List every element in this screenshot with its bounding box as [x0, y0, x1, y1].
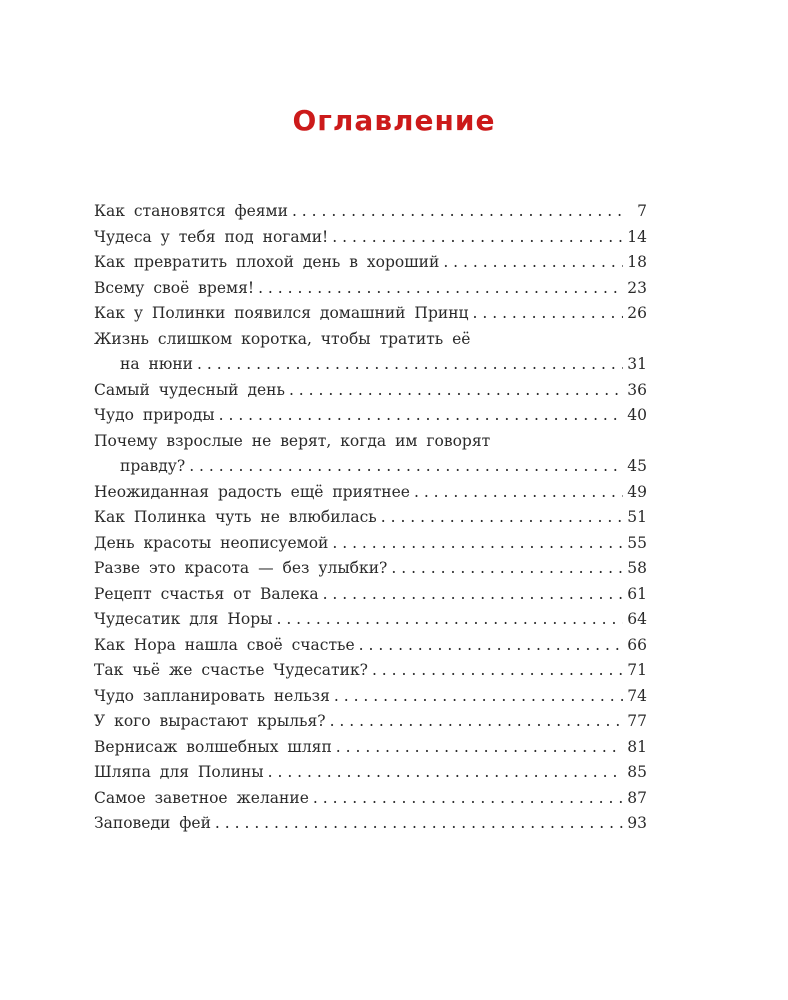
toc-entry[interactable] [94, 760, 647, 786]
dot-leader [258, 276, 623, 302]
toc-page-number: 66 [627, 635, 647, 654]
dot-leader [313, 786, 623, 812]
dot-leader [391, 556, 623, 582]
toc-entry-title: Чудесатик для Норы [94, 610, 273, 628]
toc-entry[interactable] [94, 556, 647, 582]
toc-entry-title: День красоты неописуемой [94, 533, 329, 552]
toc-entry-title: Неожиданная радость ещё приятнее [94, 482, 410, 501]
toc-entry-title: Почему взрослые не верят, когда им говорят [94, 431, 491, 450]
toc-entry-title: Рецепт счастья от Валека [94, 584, 319, 603]
dot-leader [381, 505, 624, 531]
toc-page-number: 26 [627, 304, 647, 322]
dot-leader [332, 531, 623, 557]
dot-leader [323, 582, 624, 608]
toc-entry-title: Как превратить плохой день в хороший [94, 253, 440, 271]
toc-entry[interactable] [94, 811, 647, 837]
dot-leader [197, 352, 623, 378]
toc-entry-title: Как у Полинки появился домашний Принц [94, 304, 469, 322]
dot-leader [372, 658, 623, 684]
toc-entry[interactable] [94, 378, 647, 404]
page-title: Оглавление [292, 104, 496, 137]
toc-entry[interactable] [94, 658, 647, 684]
dot-leader [292, 199, 625, 225]
dot-leader [332, 225, 623, 251]
toc-page-number: 58 [627, 559, 647, 577]
dot-leader [414, 480, 623, 506]
toc-page-number: 93 [627, 814, 647, 832]
toc-page-number: 51 [627, 508, 647, 526]
toc-entry-title: У кого вырастают крылья? [94, 712, 326, 730]
toc-page-number: 81 [627, 737, 647, 756]
dot-leader [268, 760, 624, 786]
toc-entry[interactable] [94, 633, 647, 659]
toc-entry-title: Самый чудесный день [94, 380, 285, 399]
toc-entry[interactable] [94, 225, 647, 251]
toc-entry-title: Самое заветное желание [94, 788, 309, 807]
dot-leader [334, 684, 623, 710]
dot-leader [215, 811, 623, 837]
toc-entry[interactable] [94, 531, 647, 557]
toc-entry-title: Чудо природы [94, 406, 215, 424]
toc-page-number: 77 [627, 712, 647, 730]
toc-entry[interactable] [94, 301, 647, 327]
toc-page-number: 87 [627, 788, 647, 807]
dot-leader [189, 454, 623, 480]
toc-entry-title: Всему своё время! [94, 278, 255, 297]
toc-entry[interactable] [94, 735, 647, 761]
dot-leader [443, 250, 623, 276]
toc-entry[interactable] [94, 607, 647, 633]
toc-page-number: 85 [627, 763, 647, 781]
toc-entry-title: Чудо запланировать нельзя [94, 686, 330, 705]
dot-leader [276, 607, 623, 633]
toc-page-number: 49 [627, 482, 647, 501]
toc-page-number: 23 [627, 278, 647, 297]
toc-entry-title-continued: на нюни [120, 355, 193, 373]
toc-entry[interactable] [94, 199, 647, 225]
toc-entry-title: Заповеди фей [94, 814, 211, 832]
toc-entry-title: Чудеса у тебя под ногами! [94, 227, 329, 246]
toc-entry[interactable] [94, 709, 647, 735]
toc-entry[interactable] [94, 684, 647, 710]
toc-entry[interactable] [94, 480, 647, 506]
toc-page-number: 18 [627, 253, 647, 271]
toc-page-number: 14 [627, 227, 647, 246]
dot-leader [473, 301, 624, 327]
table-of-contents [94, 199, 647, 837]
toc-page-number: 45 [627, 457, 647, 475]
toc-entry-title: Жизнь слишком коротка, чтобы тратить её [94, 329, 471, 348]
toc-page-number: 71 [627, 661, 647, 679]
toc-entry-title: Как Полинка чуть не влюбилась [94, 508, 377, 526]
toc-page-number: 61 [627, 584, 647, 603]
toc-entry[interactable] [94, 582, 647, 608]
toc-entry[interactable] [94, 250, 647, 276]
toc-page-number: 64 [627, 610, 647, 628]
toc-entry[interactable] [94, 327, 647, 378]
toc-entry[interactable] [94, 505, 647, 531]
toc-entry-title: Шляпа для Полины [94, 763, 264, 781]
toc-entry-title: Как становятся феями [94, 202, 288, 220]
toc-page-number: 7 [637, 202, 647, 220]
toc-entry-title: Так чьё же счастье Чудесатик? [94, 661, 368, 679]
dot-leader [330, 709, 624, 735]
dot-leader [289, 378, 623, 404]
toc-entry-title: Разве это красота — без улыбки? [94, 559, 388, 577]
dot-leader [359, 633, 624, 659]
toc-entry-title: Вернисаж волшебных шляп [94, 737, 332, 756]
toc-entry[interactable] [94, 403, 647, 429]
dot-leader [219, 403, 624, 429]
toc-entry[interactable] [94, 786, 647, 812]
toc-page-number: 74 [627, 686, 647, 705]
toc-page-number: 55 [627, 533, 647, 552]
toc-page-number: 40 [627, 406, 647, 424]
toc-page-number: 36 [627, 380, 647, 399]
toc-entry-title-continued: правду? [120, 457, 186, 475]
toc-entry-title: Как Нора нашла своё счастье [94, 635, 355, 654]
toc-entry[interactable] [94, 276, 647, 302]
dot-leader [336, 735, 623, 761]
toc-entry[interactable] [94, 429, 647, 480]
toc-page-number: 31 [627, 355, 647, 373]
